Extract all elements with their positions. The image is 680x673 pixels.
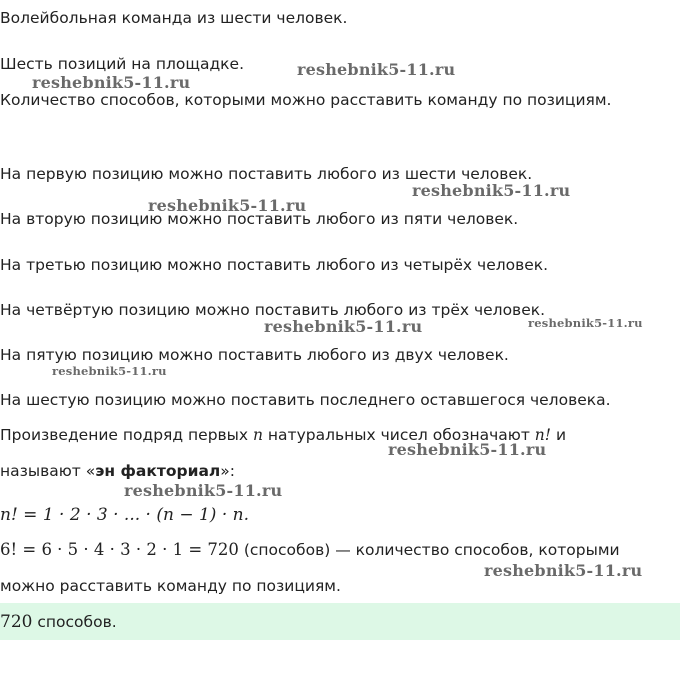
watermark: reshebnik5-11.ru — [124, 481, 283, 500]
watermark: reshebnik5-11.ru — [388, 440, 547, 459]
text-line-5: На вторую позицию можно поставить любого из пяти человек. — [0, 210, 519, 228]
text-line-14: можно расставить команду по позициям. — [0, 577, 341, 595]
text-line-8: На пятую позицию можно поставить любого из двух человек. — [0, 346, 509, 364]
text-line-9: На шестую позицию можно поставить последнего оставшегося человека. — [0, 391, 611, 409]
watermark: reshebnik5-11.ru — [297, 60, 456, 79]
text-line-13 — [0, 540, 620, 560]
text-fragment: »: — [220, 462, 236, 480]
answer-box — [0, 603, 680, 640]
watermark: reshebnik5-11.ru — [32, 73, 191, 92]
watermark: reshebnik5-11.ru — [484, 561, 643, 580]
answer-label: способов. — [32, 613, 117, 631]
text-line-4: На первую позицию можно поставить любого из шести человек. — [0, 165, 533, 183]
math-n: n — [253, 426, 263, 444]
watermark: reshebnik5-11.ru — [52, 364, 167, 378]
text-line-3: Количество способов, которыми можно расставить команду по позициям. — [0, 91, 612, 109]
factorial-calculation: 6! = 6 · 5 · 4 · 3 · 2 · 1 = 720 — [0, 540, 239, 559]
term-factorial: эн факториал — [95, 462, 221, 480]
text-fragment: Произведение подряд первых — [0, 426, 254, 444]
text-line-6: На третью позицию можно поставить любого из четырёх человек. — [0, 256, 549, 274]
watermark: reshebnik5-11.ru — [148, 196, 307, 215]
text-line-11 — [0, 461, 235, 481]
answer-text — [0, 612, 117, 632]
text-line-1: Волейбольная команда из шести человек. — [0, 9, 348, 27]
text-line-7: На четвёртую позицию можно поставить любого из трёх человек. — [0, 301, 546, 319]
answer-number: 720 — [0, 612, 33, 632]
watermark: reshebnik5-11.ru — [264, 317, 423, 336]
math-n-factorial: n! — [534, 426, 552, 444]
text-line-2: Шесть позиций на площадке. — [0, 55, 245, 73]
factorial-formula: n! = 1 · 2 · 3 · ... · (n − 1) · n. — [0, 505, 249, 525]
text-fragment: и — [551, 426, 567, 444]
watermark: reshebnik5-11.ru — [528, 316, 643, 330]
watermark: reshebnik5-11.ru — [412, 181, 571, 200]
text-fragment: (способов) — количество способов, которыми — [238, 541, 620, 559]
text-fragment: называют « — [0, 462, 96, 480]
text-fragment: натуральных чисел обозначают — [263, 426, 535, 444]
